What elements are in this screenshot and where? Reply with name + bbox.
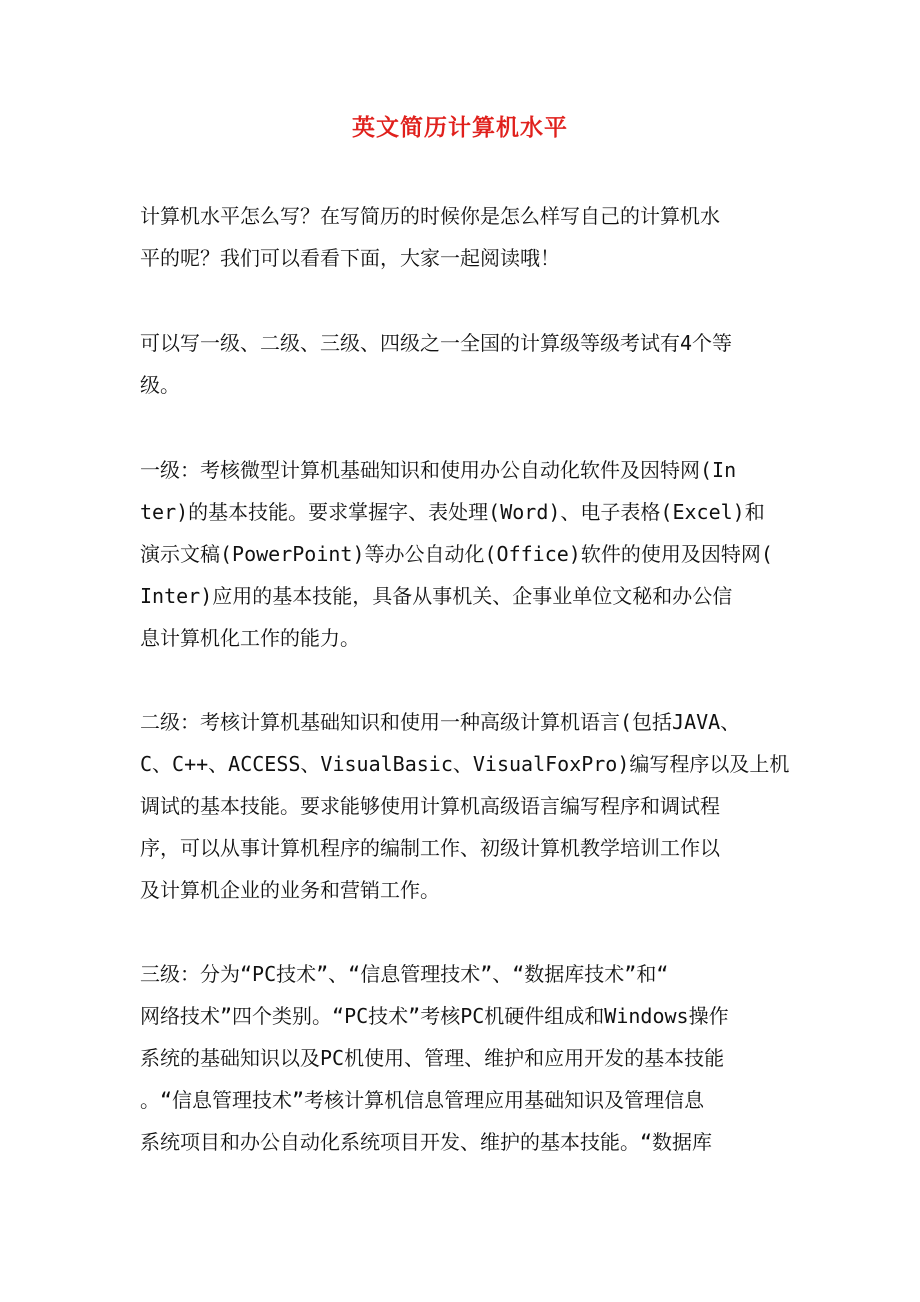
text-line: 序，可以从事计算机程序的编制工作、初级计算机教学培训工作以 (140, 836, 720, 860)
paragraph-levels-overview (140, 322, 780, 406)
document-title: 英文简历计算机水平 (352, 114, 568, 141)
text-line: 级。 (140, 373, 180, 397)
text-line: 及计算机企业的业务和营销工作。 (140, 878, 440, 902)
text-line: 演示文稿(PowerPoint)等办公自动化(Office)软件的使用及因特网( (140, 542, 773, 566)
text-line: 平的呢？我们可以看看下面，大家一起阅读哦！ (140, 246, 560, 270)
text-line: 一级：考核微型计算机基础知识和使用办公自动化软件及因特网(In (140, 458, 737, 482)
text-line: Inter)应用的基本技能，具备从事机关、企事业单位文秘和办公信 (140, 584, 733, 608)
text-line: 三级：分为“PC技术”、“信息管理技术”、“数据库技术”和“ (140, 962, 669, 986)
paragraph-level-three (140, 953, 780, 1163)
paragraph-level-two (140, 701, 790, 911)
text-line: ter)的基本技能。要求掌握字、表处理(Word)、电子表格(Excel)和 (140, 500, 765, 524)
text-line: 。“信息管理技术”考核计算机信息管理应用基础知识及管理信息 (140, 1088, 705, 1112)
text-line: 息计算机化工作的能力。 (140, 626, 360, 650)
paragraph-intro (140, 195, 780, 279)
text-line: 调试的基本技能。要求能够使用计算机高级语言编写程序和调试程 (140, 794, 720, 818)
text-line: 系统的基础知识以及PC机使用、管理、维护和应用开发的基本技能 (140, 1046, 725, 1070)
text-line: 二级：考核计算机基础知识和使用一种高级计算机语言(包括JAVA、 (140, 710, 741, 734)
text-line: C、C++、ACCESS、VisualBasic、VisualFoxPro)编写程序以及上机 (140, 752, 790, 776)
text-line: 网络技术”四个类别。“PC技术”考核PC机硬件组成和Windows操作 (140, 1004, 729, 1028)
paragraph-level-one (140, 449, 780, 659)
text-line: 计算机水平怎么写？在写简历的时候你是怎么样写自己的计算机水 (140, 204, 720, 228)
text-line: 系统项目和办公自动化系统项目开发、维护的基本技能。“数据库 (140, 1130, 713, 1154)
text-line: 可以写一级、二级、三级、四级之一全国的计算级等级考试有4个等 (140, 331, 733, 355)
